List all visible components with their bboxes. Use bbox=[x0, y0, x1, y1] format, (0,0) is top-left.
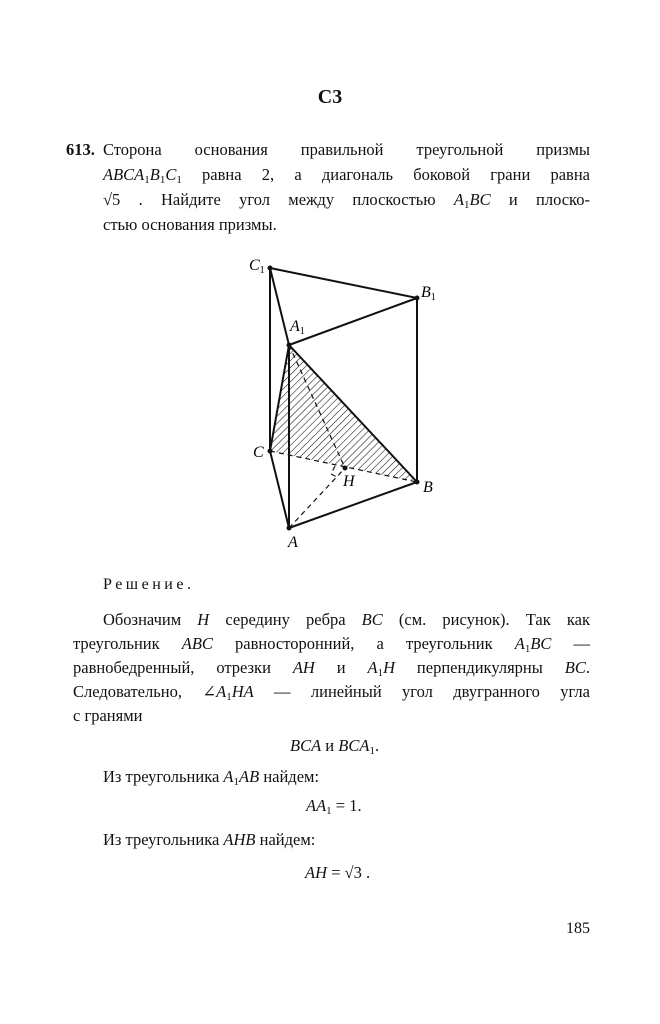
subscript: 1 bbox=[176, 174, 182, 186]
math-symbol: C bbox=[165, 165, 177, 184]
math-symbol: AB bbox=[239, 767, 260, 786]
text-run: = √3 . bbox=[327, 863, 371, 882]
section-triangle-a1bc bbox=[270, 345, 417, 482]
label-c1: C1 bbox=[249, 257, 265, 276]
text-run: Сторона основания правильной треугольной призмы bbox=[103, 140, 590, 159]
right-angle-mark bbox=[331, 466, 339, 478]
text-run: равнобедренный, отрезки bbox=[73, 658, 293, 677]
edge-ca bbox=[270, 451, 289, 528]
label-c: C bbox=[253, 444, 264, 461]
subscript: 1 bbox=[159, 174, 166, 186]
text-run: равносторонний, а треугольник bbox=[212, 634, 515, 653]
math-symbol: BCA bbox=[338, 736, 370, 755]
text-run: Из треугольника bbox=[103, 767, 224, 786]
solution-step bbox=[103, 830, 315, 850]
text-run: и bbox=[321, 736, 339, 755]
text-run: . bbox=[585, 658, 590, 677]
text-run: Следовательно, ∠ bbox=[73, 682, 217, 701]
problem-number: 613. bbox=[66, 140, 95, 159]
edge-c1a1 bbox=[270, 268, 289, 345]
text-run: найдем: bbox=[259, 767, 320, 786]
label-a: A bbox=[288, 534, 298, 551]
formula-aa1 bbox=[306, 796, 362, 816]
text-run: с гранями bbox=[73, 706, 143, 725]
text-run: . bbox=[374, 736, 380, 755]
math-symbol: BC bbox=[564, 658, 586, 677]
math-symbol: ABCA bbox=[103, 165, 145, 184]
math-symbol: AH bbox=[305, 863, 327, 882]
solution-step bbox=[103, 767, 319, 787]
math-symbol: H bbox=[383, 658, 396, 677]
text-run: Обозначим bbox=[103, 610, 198, 629]
math-symbol: B bbox=[149, 165, 160, 184]
solution-line bbox=[73, 682, 590, 702]
subscript: 1 bbox=[233, 776, 240, 788]
subscript: 1 bbox=[464, 199, 470, 211]
text-run: — bbox=[551, 634, 591, 653]
subscript: 1 bbox=[326, 805, 332, 817]
text-run: Из треугольника bbox=[103, 830, 224, 849]
math-symbol: BC bbox=[361, 610, 383, 629]
math-symbol: HA bbox=[231, 682, 254, 701]
text-run: найдем: bbox=[255, 830, 316, 849]
text-run: √5 bbox=[103, 190, 121, 209]
math-symbol: H bbox=[197, 610, 210, 629]
solution-line bbox=[73, 658, 590, 678]
math-symbol: ABC bbox=[181, 634, 213, 653]
subscript: 1 bbox=[369, 745, 375, 757]
edge-a1b1 bbox=[289, 298, 417, 345]
text-run: (см. рисунок). Так как bbox=[382, 610, 590, 629]
text-run: равна 2, а диагональ боковой грани равна bbox=[181, 165, 590, 184]
math-symbol: BC bbox=[469, 190, 491, 209]
label-a1: A1 bbox=[290, 318, 305, 337]
text-run: — линейный угол двугранного угла bbox=[253, 682, 590, 701]
text-run: и bbox=[314, 658, 368, 677]
math-symbol: AH bbox=[292, 658, 315, 677]
solution-heading: Решение. bbox=[103, 576, 195, 593]
subscript: 1 bbox=[377, 667, 384, 679]
text-run: и плоско- bbox=[490, 190, 590, 209]
section-title: C3 bbox=[317, 86, 343, 108]
math-symbol: A bbox=[367, 658, 378, 677]
text-run: перпендикулярны bbox=[395, 658, 565, 677]
label-b: B bbox=[423, 479, 433, 496]
solution-line bbox=[103, 610, 590, 630]
math-symbol: BC bbox=[530, 634, 552, 653]
formula-faces bbox=[290, 736, 379, 756]
label-h: H bbox=[343, 473, 355, 490]
edge-c1b1 bbox=[270, 268, 417, 298]
math-symbol: A bbox=[223, 767, 234, 786]
solution-line bbox=[73, 634, 590, 654]
label-b1: B1 bbox=[421, 284, 436, 303]
page-number: 185 bbox=[566, 920, 590, 937]
subscript: 1 bbox=[524, 643, 531, 655]
solution-line bbox=[73, 706, 142, 726]
math-symbol: BCA bbox=[290, 736, 322, 755]
math-symbol: AA bbox=[306, 796, 327, 815]
text-run: . Найдите угол между плоскостью bbox=[120, 190, 454, 209]
text-run: середину ребра bbox=[209, 610, 362, 629]
formula-ah bbox=[305, 863, 370, 883]
text-run: треугольник bbox=[73, 634, 182, 653]
math-symbol: A bbox=[216, 682, 227, 701]
math-symbol: AHB bbox=[223, 830, 256, 849]
subscript: 1 bbox=[144, 174, 150, 186]
math-symbol: A bbox=[453, 190, 465, 209]
text-run: = 1. bbox=[331, 796, 362, 815]
subscript: 1 bbox=[226, 691, 232, 703]
text-run: стью основания призмы. bbox=[103, 215, 277, 234]
math-symbol: A bbox=[514, 634, 525, 653]
